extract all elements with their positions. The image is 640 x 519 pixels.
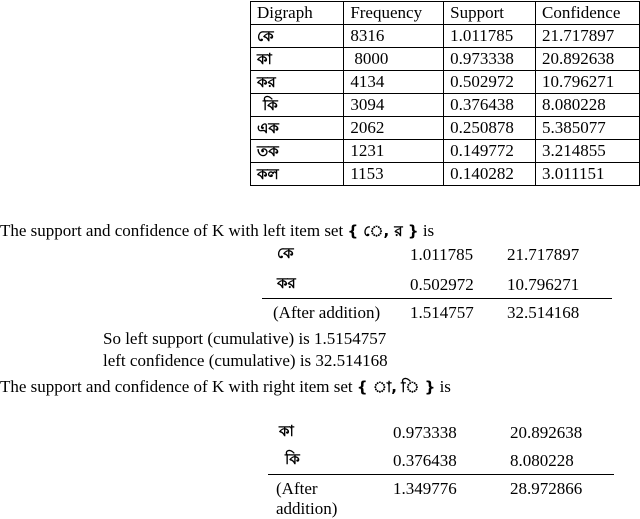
frequency-cell: 3094 (344, 94, 444, 117)
support-cell: 0.973338 (444, 48, 536, 71)
table-header-row (251, 2, 640, 25)
header-cell: Support (444, 2, 536, 25)
right-total-support: 1.349776 (393, 479, 457, 498)
left-note-support: So left support (cumulative) is 1.5154757 (103, 329, 387, 348)
confidence-cell: 3.214855 (536, 140, 640, 163)
confidence-cell: 10.796271 (536, 71, 640, 94)
right-intro-prefix: The support and confidence of K with right item set (0, 377, 353, 396)
right-sum-rule (268, 474, 614, 475)
right-row-digraph: কা (279, 422, 294, 440)
left-note-confidence: left confidence (cumulative) is 32.514168 (103, 351, 388, 370)
left-total-label: (After addition) (273, 303, 381, 322)
table-row (251, 48, 640, 71)
right-row-digraph: কি (285, 450, 300, 468)
support-cell: 0.502972 (444, 71, 536, 94)
confidence-cell: 20.892638 (536, 48, 640, 71)
digraph-cell: এক (251, 117, 344, 140)
left-item-set: { ে, র } (347, 222, 419, 240)
support-cell: 1.011785 (444, 25, 536, 48)
right-row-support: 0.973338 (393, 423, 457, 442)
confidence-cell: 5.385077 (536, 117, 640, 140)
support-cell: 0.376438 (444, 94, 536, 117)
confidence-cell: 21.717897 (536, 25, 640, 48)
left-row-support: 0.502972 (410, 275, 474, 294)
frequency-cell: 1231 (344, 140, 444, 163)
digraph-cell: কল (251, 163, 344, 186)
left-total-confidence: 32.514168 (507, 303, 580, 322)
right-item-set: { া, ি } (356, 378, 436, 396)
header-cell: Confidence (536, 2, 640, 25)
support-cell: 0.140282 (444, 163, 536, 186)
support-cell: 0.149772 (444, 140, 536, 163)
left-sum-rule (262, 298, 612, 299)
confidence-cell: 8.080228 (536, 94, 640, 117)
frequency-cell: 1153 (344, 163, 444, 186)
right-total-label-line2: addition) (276, 499, 338, 518)
header-cell: Frequency (344, 2, 444, 25)
table-row (251, 94, 640, 117)
left-row-confidence: 21.717897 (507, 245, 580, 264)
right-row-confidence: 20.892638 (510, 423, 583, 442)
right-row-support: 0.376438 (393, 451, 457, 470)
header-cell: Digraph (251, 2, 344, 25)
left-intro-prefix: The support and confidence of K with left item set (0, 221, 344, 240)
left-intro-suffix: is (422, 221, 435, 240)
frequency-cell: 8000 (344, 48, 444, 71)
left-row-digraph: কর (277, 274, 296, 292)
frequency-cell: 4134 (344, 71, 444, 94)
digraph-cell: কি (251, 94, 344, 117)
digraph-table (250, 1, 640, 186)
digraph-cell: কর (251, 71, 344, 94)
support-cell: 0.250878 (444, 117, 536, 140)
right-intro (0, 378, 451, 395)
left-total-support: 1.514757 (410, 303, 474, 322)
table-row (251, 163, 640, 186)
frequency-cell: 2062 (344, 117, 444, 140)
left-row-digraph: কে (277, 244, 294, 262)
left-row-support: 1.011785 (410, 245, 474, 264)
frequency-cell: 8316 (344, 25, 444, 48)
confidence-cell: 3.011151 (536, 163, 640, 186)
table-row (251, 71, 640, 94)
table-row (251, 25, 640, 48)
digraph-cell: তক (251, 140, 344, 163)
left-intro (0, 222, 434, 239)
digraph-cell: কা (251, 48, 344, 71)
left-row-confidence: 10.796271 (507, 275, 580, 294)
right-total-label-line1: (After (276, 479, 318, 498)
right-intro-suffix: is (439, 377, 451, 396)
right-row-confidence: 8.080228 (510, 451, 574, 470)
table-row (251, 140, 640, 163)
right-total-confidence: 28.972866 (510, 479, 583, 498)
table-row (251, 117, 640, 140)
digraph-cell: কে (251, 25, 344, 48)
